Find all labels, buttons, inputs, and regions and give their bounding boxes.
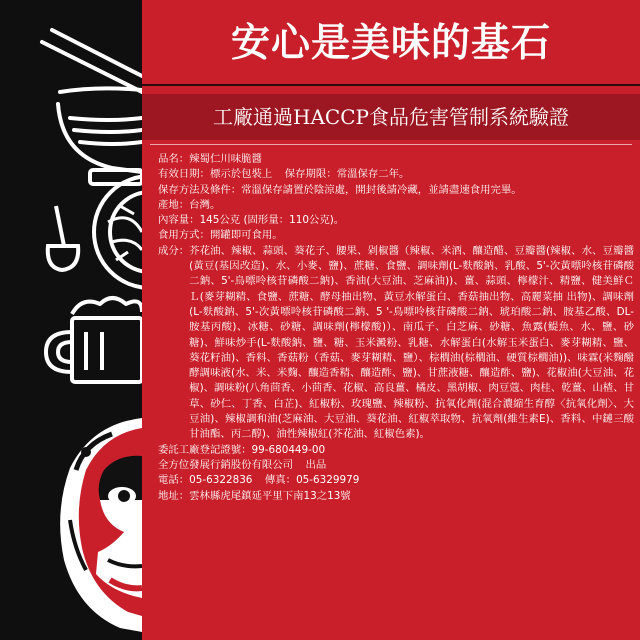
usage-label: 食用方式： <box>158 229 210 242</box>
phone-label: 電話： <box>158 474 190 487</box>
company-name: 全方位發展行銷股份有限公司 <box>158 458 294 471</box>
contact-row <box>158 473 634 488</box>
ingredients-text: 芥花油、辣椒、蒜頭、葵花子、腰果、剁椒醬（辣椒、米酒、釀造醋、豆瓣醬(辣椒、水、豆瓣醬(黃豆(基因改造)、水、小麥、鹽)、蔗糖、食鹽、調味劑(L-麩酸鈉、乳酸、5'-次黃嘌呤核苷磷酸二鈉、5'-鳥嘌呤核苷磷酸二鈉)、香油(大豆油、芝麻油))、薑、蒜頭、檸檬汁、精鹽、健美鮮ＣＬ(麥芽糊精、食鹽、蔗糖、酵母抽出物、黃豆水解蛋白、香菇抽出物、高麗菜抽 出物)、調味劑(L-麩酸鈉、5'-次黃嘌呤核苷磷酸二鈉、5 '-鳥嘌呤核苷磷酸二鈉、琥珀酸二鈉、胺基乙酸、DL-胺基丙酸)、冰糖、砂糖、調味劑(檸檬酸)）、南瓜子、白芝麻、砂糖、魚露(鯷魚、水、鹽、砂糖)、鮮味炒手(L-麩酸鈉、鹽、糖、玉米澱粉、乳糖、水解蛋白(水解玉米蛋白、麥芽糊精、鹽、葵花籽油)、香料、香菇粉（香菇、麥芽糊精、鹽）、棕櫚油(棕櫚油、硬質棕櫚油))、味霖(米麴醱酵調味液(水、米、米麴、釀造香精、釀造酢、鹽)、甘蔗液糖、釀造酢、鹽)、花椒油(大豆油、花椒)、調味粉(八角茴香、小茴香、花椒、高良薑、橘皮、黑胡椒、肉豆蔻、肉桂、乾薑、山楂、甘草、砂仁、丁香、白芷)、紅椒粉、玫瑰鹽、辣椒粉、抗氧化劑(混合濃縮生育醇〈抗氧化劑〉、大豆油)、辣椒調和油(芝麻油、大豆油、葵花油、紅椒萃取物、抗氧劑(維生素E)、香料、中鏈三酸甘油酯、丙二醇)、油性辣椒紅(芥花油、紅椒色素)。 <box>189 244 634 441</box>
address-row <box>158 489 634 504</box>
product-name-row <box>158 152 634 167</box>
noodle-bowl-icon <box>42 30 142 184</box>
ingredients-label: 成分： <box>158 244 190 257</box>
address-value: 雲林縣虎尾鎮延平里下南13之13號 <box>189 489 351 502</box>
mug-icon <box>46 298 142 382</box>
opera-mask-illustration <box>60 418 142 632</box>
registration-number: 99-680449-00 <box>251 443 326 456</box>
expiry-label: 有效日期： <box>158 168 210 181</box>
divider <box>150 144 632 145</box>
origin-label: 產地： <box>158 198 190 211</box>
product-info-panel <box>142 0 640 640</box>
headline: 安心是美味的基石 <box>230 20 551 66</box>
shelf-life-label: 保存期限： <box>284 168 337 181</box>
shelf-life-value: 常溫保存二年。 <box>336 168 410 181</box>
registration-row <box>158 443 634 458</box>
product-name: 辣蜀仁川味脆醬 <box>189 153 262 165</box>
company-row <box>158 458 634 473</box>
address-label: 地址： <box>158 489 190 502</box>
origin-row <box>158 198 634 213</box>
expiry-value: 標示於包裝上 <box>209 168 273 181</box>
registration-label: 委託工廠登記證號： <box>158 443 252 456</box>
phone-number: 05-6322836 <box>189 474 253 487</box>
ingredients-block <box>158 244 634 443</box>
product-name-label: 品名： <box>158 153 190 165</box>
round-dish-icon <box>94 176 142 288</box>
capacity-row <box>158 213 634 228</box>
ladle-icon <box>48 206 78 270</box>
divider <box>142 84 640 86</box>
storage-value: 常溫保存請置於陰涼處，開封後請冷藏，並請盡速食用完畢。 <box>241 183 522 196</box>
usage-value: 開罐即可食用。 <box>209 229 283 242</box>
product-label-text <box>158 152 634 504</box>
capacity-label: 內容量： <box>158 214 200 227</box>
fax-number: 05-6329979 <box>296 474 360 487</box>
decorative-left-strip <box>0 0 142 640</box>
company-role: 出品 <box>305 458 327 471</box>
storage-label: 保存方法及條件： <box>158 183 242 196</box>
line-art-illustration <box>0 0 142 640</box>
fax-label: 傳真： <box>264 474 297 487</box>
origin-value: 台灣。 <box>189 198 221 211</box>
certification-subtitle: 工廠通過HACCP食品危害管制系統驗證 <box>213 105 569 129</box>
expiry-row <box>158 167 634 182</box>
usage-row <box>158 228 634 243</box>
capacity-value: 145公克 (固形量：110公克)。 <box>199 214 345 227</box>
storage-row <box>158 183 634 198</box>
